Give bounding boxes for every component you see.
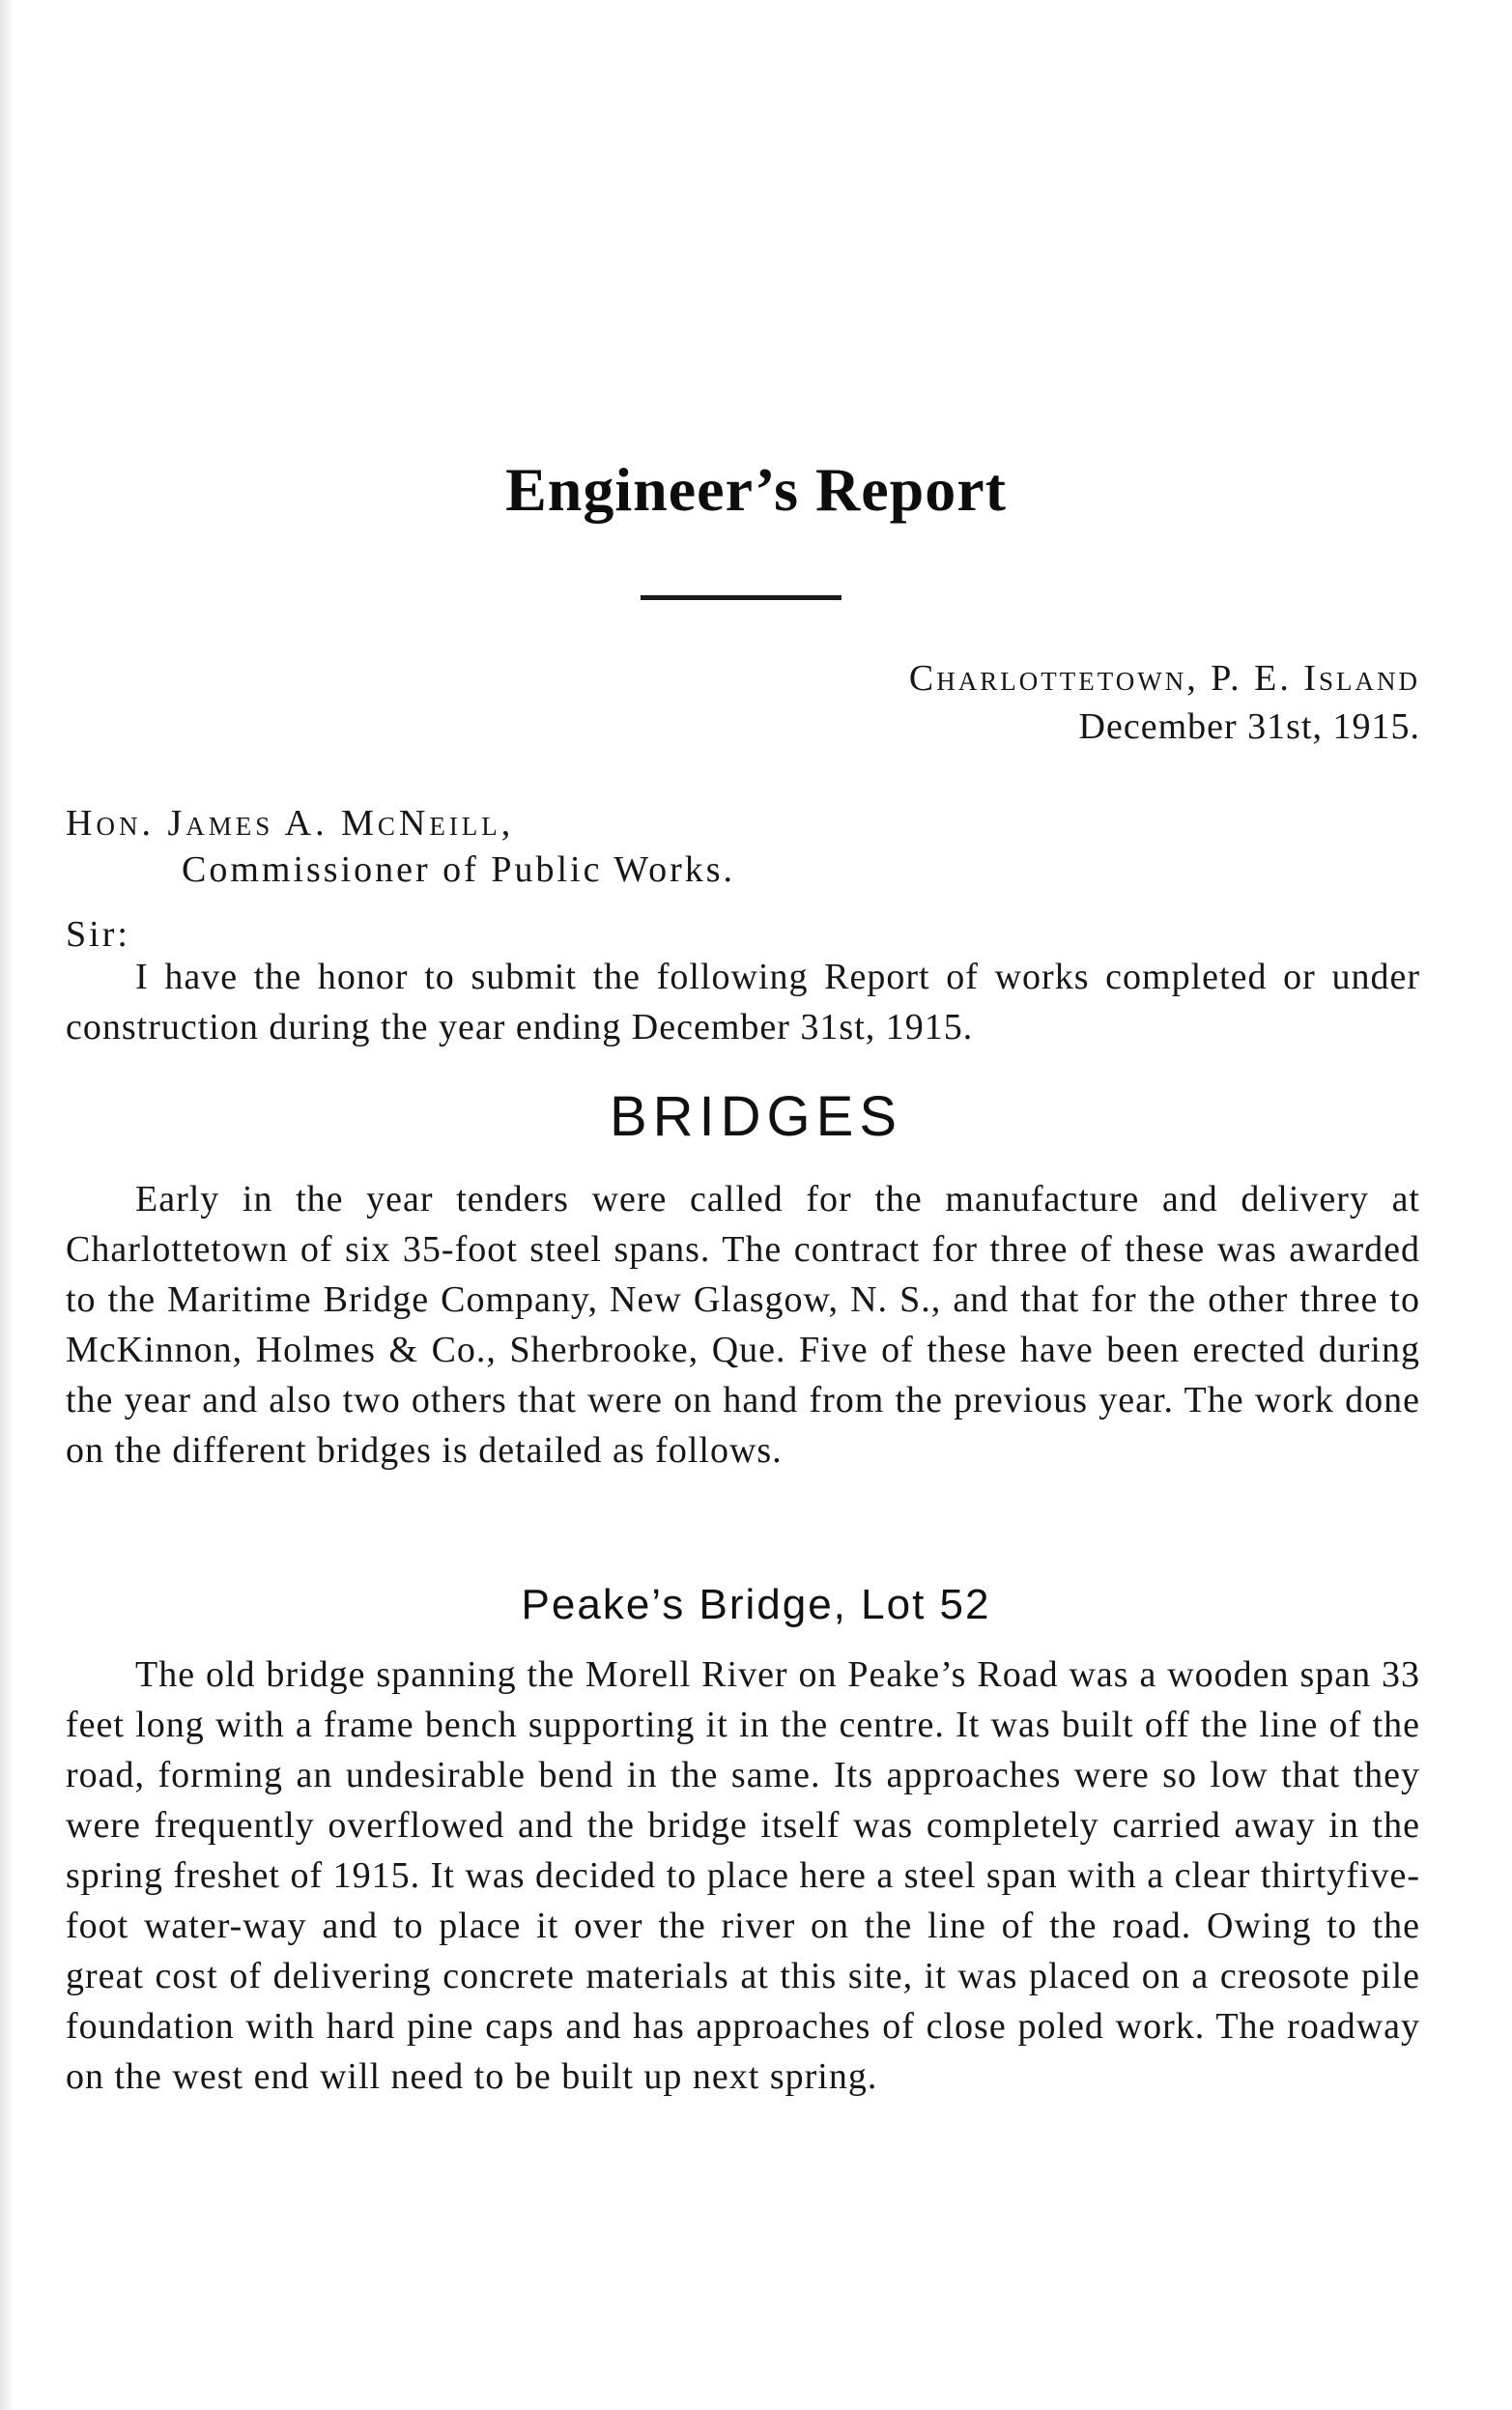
report-date: December 31st, 1915. bbox=[1078, 706, 1420, 747]
title-divider-rule bbox=[641, 595, 842, 600]
report-title: Engineer’s Report bbox=[505, 455, 1007, 524]
peakes-bridge-paragraph bbox=[66, 1650, 1420, 2102]
intro-paragraph bbox=[66, 952, 1420, 1052]
section-heading-bridges: BRIDGES bbox=[609, 1085, 903, 1148]
addressee-name: Hon. James A. McNeill, bbox=[66, 803, 515, 844]
report-place: Charlottetown, P. E. Island bbox=[908, 658, 1420, 699]
peakes-bridge-text: The old bridge spanning the Morell River on Peake’s Road was a wooden span 33 feet long with a frame bench supporting it in the centre. It was built off the line of the road, forming an undesirable bend in the same. Its approaches were so low that they were frequently overflowed and the bridge itself was completely carried away in the spring freshet of 1915. It was decided to place here a steel span with a clear thirtyfive-foot water-way and to place it over the river on the line of the road. Owing to the great cost of delivering concrete materials at this site, it was placed on a creosote pile foundation with hard pine caps and has approaches of close poled work. The roadway on the west end will need to be built up next spring. bbox=[66, 1654, 1420, 2097]
subsection-heading-peakes-bridge: Peake’s Bridge, Lot 52 bbox=[521, 1581, 991, 1628]
bridges-paragraph bbox=[66, 1174, 1420, 1476]
intro-text: I have the honor to submit the following Report of works completed or under construction during the year ending December 31st, 1915. bbox=[66, 957, 1420, 1047]
page-edge-shadow bbox=[0, 0, 14, 2410]
salutation: Sir: bbox=[66, 914, 130, 955]
bridges-text: Early in the year tenders were called for the manufacture and delivery at Charlottetown of six 35-foot steel spans. The contract for three of these was awarded to the Maritime Bridge Company, New Glasgow, N. S., and that for the other three to McKinnon, Holmes & Co., Sherbrooke, Que. Five of these have been erected during the year and also two others that were on hand from the previous year. The work done on the different bridges is detailed as follows. bbox=[66, 1179, 1420, 1471]
addressee-title: Commissioner of Public Works. bbox=[182, 849, 736, 890]
